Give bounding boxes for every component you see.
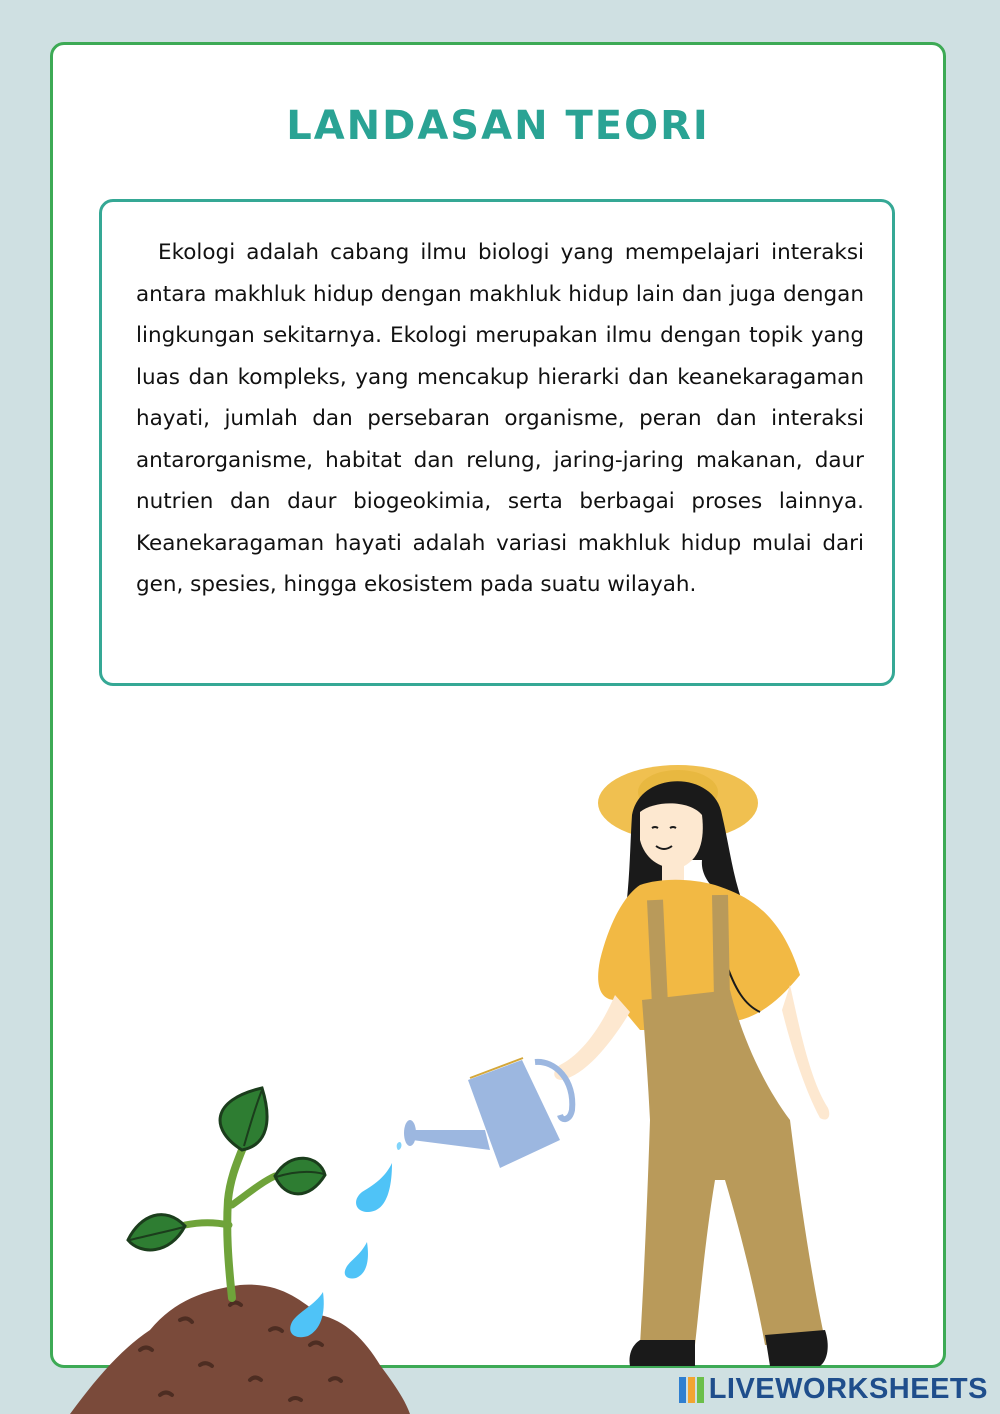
liveworksheets-mark-icon	[679, 1377, 705, 1403]
page-title: LANDASAN TEORI	[286, 103, 710, 149]
watering-can-icon	[404, 1058, 572, 1168]
plant-sprout-icon	[128, 1088, 325, 1298]
liveworksheets-logo[interactable]	[679, 1373, 988, 1406]
liveworksheets-brand-text: LIVEWORKSHEETS	[708, 1373, 988, 1405]
soil-mound	[70, 1285, 410, 1414]
gardener-figure	[554, 765, 829, 1366]
theory-paragraph: Ekologi adalah cabang ilmu biologi yang mempelajari interaksi antara makhluk hidup dengan makhluk hidup lain dan juga dengan lingkungan sekitarnya. Ekologi merupakan ilmu dengan topik yang luas dan kompleks, yang mencakup hierarki dan keanekaragaman hayati, jumlah dan persebaran organisme, peran dan interaksi antarorganisme, habitat dan relung, jaring-jaring makanan, daur nutrien dan daur biogeokimia, serta berbagai proses lainnya. Keanekaragaman hayati adalah variasi makhluk hidup mulai dari gen, spesies, hingga ekosistem pada suatu wilayah.	[136, 240, 864, 597]
